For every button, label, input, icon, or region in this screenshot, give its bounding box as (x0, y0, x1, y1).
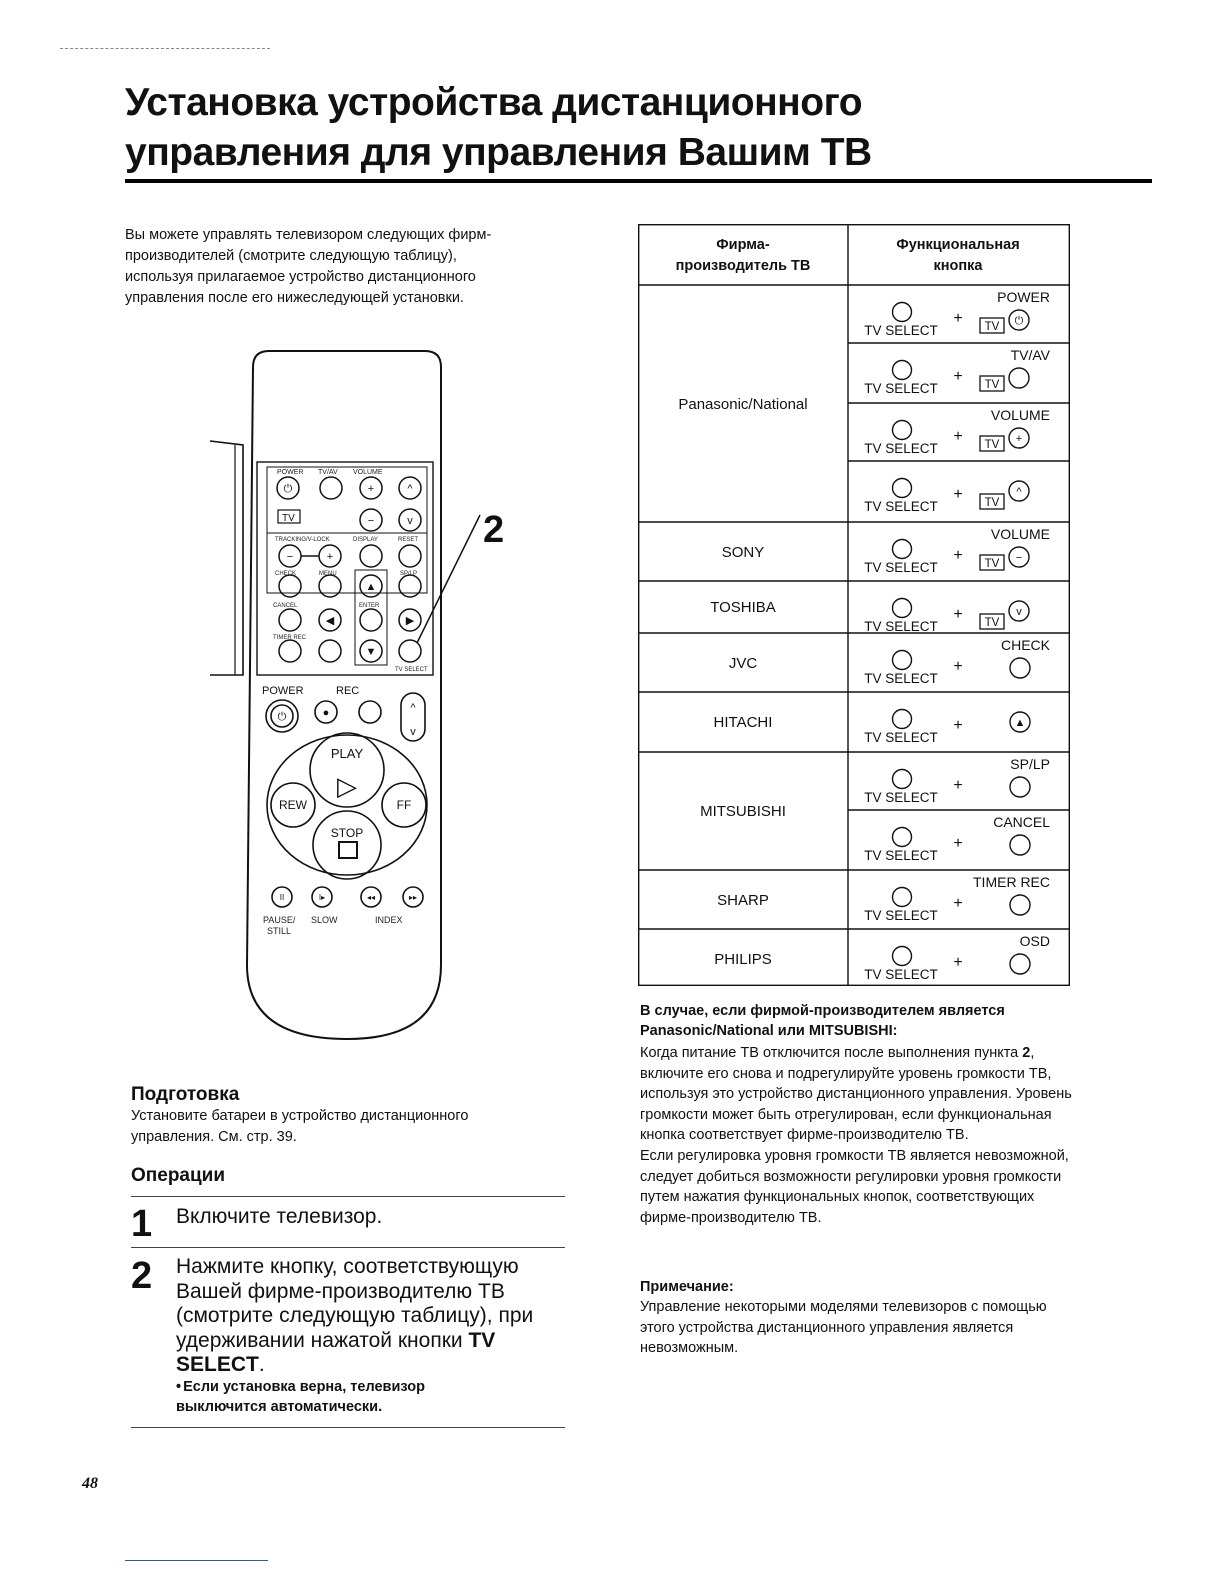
table-header-button-line2: кнопка (933, 258, 983, 274)
table-header-brand-line1: Фирма- (716, 237, 770, 253)
intro-paragraph: Вы можете управлять телевизором следующих фирм-производителей (смотрите следующую таблицу), используя прилагаемое устройство дистанционного управления после его нижеследующей установки. (125, 227, 492, 306)
step-2-note-text: Если установка верна, телевизор выключится автоматически. (176, 1379, 425, 1415)
function-cell (864, 933, 1050, 982)
plus-sign: + (953, 717, 963, 734)
svg-text:▷: ▷ (337, 771, 357, 801)
tv-select-label: TV SELECT (864, 671, 938, 686)
step-2-text-main: Нажмите кнопку, соответствующую Вашей фирме-производителю ТВ (смотрите следующую таблицу), при удерживании нажатой кнопки (176, 1255, 534, 1352)
svg-text:●: ● (322, 707, 330, 719)
title-rule (125, 179, 1152, 183)
tv-select-button-icon (893, 947, 912, 966)
divider (131, 1247, 565, 1248)
tv-select-button-icon (893, 710, 912, 729)
function-button-icon (1010, 954, 1030, 974)
brand-sharp: SHARP (717, 892, 769, 909)
remote-label-tvav: TV/AV (318, 469, 338, 476)
remote-label-timer-rec: TIMER REC (273, 635, 306, 641)
function-cell (864, 637, 1050, 686)
remote-label-still: STILL (267, 926, 292, 936)
bottom-line (125, 1560, 268, 1561)
function-button-symbol: − (1015, 552, 1023, 564)
remote-label-pause: PAUSE/ (263, 915, 296, 925)
function-button-symbol: + (1015, 433, 1023, 445)
step-2-button-name: TV SELECT (176, 1328, 496, 1376)
tv-select-label: TV SELECT (864, 730, 938, 745)
notice-text-c: , включите его снова и подрегулируйте уровень громкости ТВ, используя это устройство дистанционного управления. Уровень громкости может быть отрегулирован, если функциональная кнопка соответствует фирме-производителю ТВ. (640, 1045, 1072, 1144)
tv-box-label: TV (984, 617, 1000, 629)
svg-text:+: + (326, 551, 334, 563)
tv-box-label: TV (984, 379, 1000, 391)
brand-table-grid (638, 224, 1070, 986)
function-cell (864, 814, 1050, 863)
plus-sign: + (953, 547, 963, 564)
function-cell (864, 599, 1029, 635)
function-button-label: POWER (997, 289, 1050, 305)
note-text: Управление некоторыми моделями телевизоров с помощью этого устройства дистанционного управления является невозможным. (640, 1299, 1047, 1357)
tv-select-button-icon (893, 888, 912, 907)
svg-text:▸▸: ▸▸ (408, 893, 418, 902)
tv-select-label: TV SELECT (864, 381, 938, 396)
tv-select-button-icon (893, 828, 912, 847)
remote-label-power-main: POWER (262, 685, 304, 697)
remote-label-ff: FF (396, 798, 412, 812)
remote-label-stop: STOP (330, 826, 364, 840)
plus-sign: + (953, 895, 963, 912)
remote-tv-label: TV (282, 513, 295, 524)
notice-text-d: Если регулировка уровня громкости ТВ является невозможной, следует добиться возможности регулировки уровня громкости путем нажатия функциональных кнопок, соответствующих фирме-производителю ТВ. (640, 1147, 1069, 1226)
svg-text:⏻: ⏻ (283, 483, 293, 495)
function-button-symbol: ^ (1016, 486, 1022, 498)
preparation-text: Установите батареи в устройство дистанционного управления. См. стр. 39. (131, 1108, 469, 1145)
brand-panasonic: Panasonic/National (678, 396, 808, 413)
function-button-label: OSD (1019, 933, 1050, 949)
page-number: 48 (82, 1475, 98, 1492)
function-button-icon (1010, 835, 1030, 855)
function-cell (864, 756, 1050, 805)
plus-sign: + (953, 777, 963, 794)
remote-label-slow: SLOW (311, 915, 338, 925)
step-2-text (176, 1255, 566, 1378)
tv-box-label: TV (984, 439, 1000, 451)
remote-label-reset: RESET (398, 537, 419, 543)
tv-select-label: TV SELECT (864, 908, 938, 923)
step-1-number: 1 (131, 1203, 153, 1245)
svg-text:^: ^ (410, 702, 416, 714)
function-button-label: VOLUME (990, 407, 1050, 423)
function-cell (864, 710, 1030, 746)
tv-select-label: TV SELECT (864, 441, 938, 456)
callout-number: 2 (483, 509, 505, 551)
plus-sign: + (953, 368, 963, 385)
tv-select-label: TV SELECT (864, 499, 938, 514)
remote-label-menu: MENU (319, 571, 337, 577)
plus-sign: + (953, 310, 963, 327)
svg-text:−: − (286, 551, 294, 563)
tv-select-button-icon (893, 599, 912, 618)
function-button-symbol: ▲ (1014, 717, 1026, 729)
notice-title: В случае, если фирмой-производителем является Panasonic/National или MITSUBISHI: (640, 1003, 1005, 1039)
svg-text:I▸: I▸ (318, 893, 326, 902)
top-rule (60, 48, 270, 49)
remote-label-rec: REC (336, 685, 360, 697)
function-cell (864, 289, 1050, 338)
divider (131, 1196, 565, 1197)
function-button-symbol: v (1016, 606, 1022, 618)
remote-label-enter: ENTER (359, 603, 380, 609)
tv-select-label: TV SELECT (864, 619, 938, 634)
tv-select-button-icon (893, 303, 912, 322)
brand-toshiba: TOSHIBA (710, 599, 776, 616)
tv-select-button-icon (893, 540, 912, 559)
remote-illustration (205, 345, 505, 1050)
step-2-number: 2 (131, 1255, 153, 1297)
remote-bracket (210, 441, 243, 675)
tv-select-button-icon (893, 361, 912, 380)
remote-label-tracking: TRACKING/V-LOCK (275, 537, 330, 543)
notice-text-a: Когда питание ТВ отключится после выполнения пункта (640, 1045, 1023, 1061)
plus-sign: + (953, 835, 963, 852)
notice-text-step: 2 (1022, 1045, 1031, 1061)
function-button-label: TIMER REC (973, 874, 1050, 890)
remote-label-play: PLAY (330, 746, 364, 761)
svg-text:◀: ◀ (325, 615, 335, 627)
page-title-line-2: управления для управления Вашим ТВ (125, 131, 872, 174)
table-header-button-line1: Функциональная (896, 237, 1020, 253)
remote-label-check: CHECK (275, 571, 297, 577)
function-button-label: VOLUME (990, 526, 1050, 542)
note-title: Примечание: (640, 1279, 734, 1295)
tv-select-label: TV SELECT (864, 560, 938, 575)
brand-sony: SONY (721, 544, 765, 561)
brand-mitsubishi: MITSUBISHI (700, 803, 786, 820)
tv-box-label: TV (984, 321, 1000, 333)
tv-select-label: TV SELECT (864, 967, 938, 982)
function-button-label: SP/LP (1010, 756, 1050, 772)
function-button-label: TV/AV (1010, 347, 1050, 363)
tv-select-button-icon (893, 421, 912, 440)
step-2-note: • Если установка верна, телевизор выключится автоматически. (176, 1379, 425, 1415)
operations-title: Операции (131, 1165, 226, 1186)
svg-text:◂◂: ◂◂ (366, 893, 376, 902)
svg-text:▲: ▲ (365, 581, 377, 593)
table-header-brand-line2: производитель ТВ (675, 258, 811, 274)
preparation-title: Подготовка (131, 1084, 240, 1105)
remote-label-rew: REW (279, 798, 307, 812)
step-1-text: Включите телевизор. (176, 1205, 383, 1228)
remote-label-power: POWER (277, 469, 304, 476)
svg-text:v: v (407, 515, 413, 527)
remote-label-display: DISPLAY (353, 537, 378, 543)
divider (131, 1427, 565, 1428)
svg-text:▶: ▶ (405, 615, 415, 627)
brand-table (638, 224, 1070, 986)
svg-text:v: v (410, 726, 416, 738)
brand-jvc: JVC (728, 655, 758, 672)
tv-select-label: TV SELECT (864, 323, 938, 338)
function-cell (864, 407, 1050, 456)
plus-sign: + (953, 954, 963, 971)
tv-box-label: TV (984, 558, 1000, 570)
tv-select-button-icon (893, 479, 912, 498)
remote-diagram (205, 345, 505, 1050)
tv-select-label: TV SELECT (864, 848, 938, 863)
notice-text (640, 1043, 1080, 1228)
plus-sign: + (953, 658, 963, 675)
step-2-period: . (258, 1353, 265, 1376)
function-button-icon (1010, 895, 1030, 915)
function-cell (864, 479, 1029, 515)
plus-sign: + (953, 606, 963, 623)
function-button-symbol: ⏻ (1014, 315, 1024, 327)
function-button-icon (1009, 368, 1029, 388)
function-button-label: CHECK (1000, 637, 1050, 653)
brand-philips: PHILIPS (714, 951, 772, 968)
tv-box-label: TV (984, 497, 1000, 509)
svg-text:II: II (279, 893, 285, 902)
svg-text:▼: ▼ (365, 646, 377, 658)
function-button-icon (1010, 777, 1030, 797)
svg-text:−: − (367, 515, 375, 527)
tv-select-label: TV SELECT (864, 790, 938, 805)
remote-label-cancel: CANCEL (273, 603, 298, 609)
function-button-label: CANCEL (993, 814, 1050, 830)
remote-label-volume: VOLUME (353, 469, 383, 476)
svg-text:^: ^ (407, 483, 413, 495)
page-title-line-1: Установка устройства дистанционного (125, 81, 863, 124)
function-cell (864, 874, 1050, 923)
brand-hitachi: HITACHI (713, 714, 773, 731)
function-cell (864, 347, 1050, 396)
function-button-icon (1010, 658, 1030, 678)
remote-label-tv-select: TV SELECT (395, 667, 428, 673)
tv-select-button-icon (893, 651, 912, 670)
tv-select-button-icon (893, 770, 912, 789)
page-title (125, 78, 1125, 178)
plus-sign: + (953, 428, 963, 445)
svg-text:+: + (367, 483, 375, 495)
remote-label-splp: SP/LP (400, 571, 418, 577)
function-cell (864, 526, 1050, 575)
remote-label-index: INDEX (375, 915, 403, 925)
svg-text:⏻: ⏻ (277, 711, 287, 723)
plus-sign: + (953, 486, 963, 503)
